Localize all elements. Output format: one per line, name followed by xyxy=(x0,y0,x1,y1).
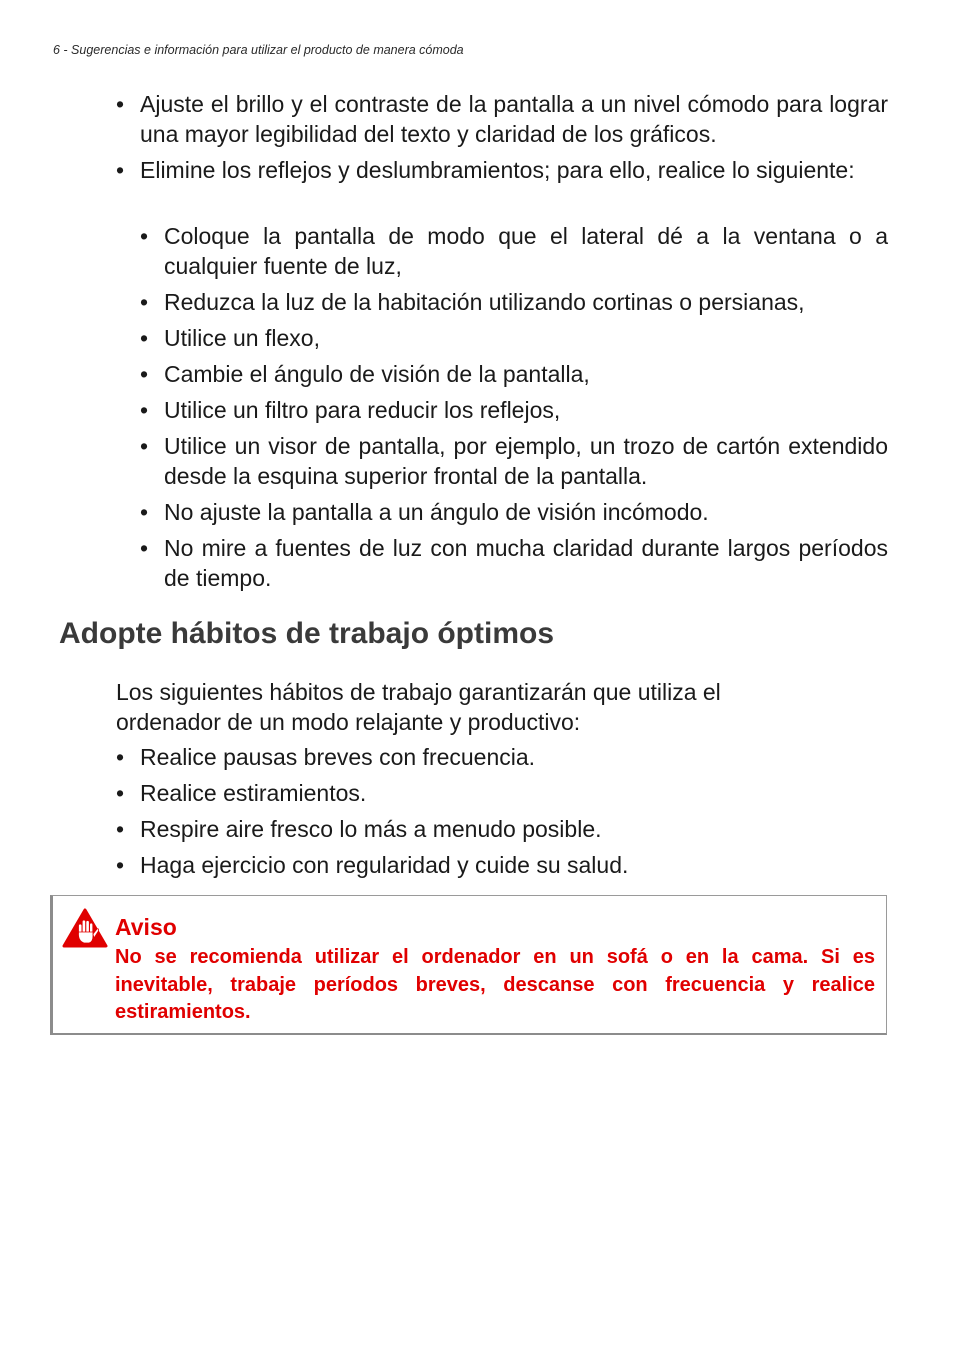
list-item-text: Realice pausas breves con frecuencia. xyxy=(140,744,536,770)
list-item-text: Realice estiramientos. xyxy=(140,780,367,806)
list-item xyxy=(140,287,888,317)
list-item xyxy=(116,778,888,808)
list-item-text: Elimine los reflejos y deslumbramientos; para ello, realice lo siguiente: xyxy=(140,157,855,183)
list-item xyxy=(140,359,888,389)
list-item-text: Utilice un flexo, xyxy=(164,325,320,351)
bullet-glyph: • xyxy=(116,852,125,878)
list-item xyxy=(116,742,888,772)
bullet-glyph: • xyxy=(140,397,149,423)
list-item-text: No mire a fuentes de luz con mucha claridad durante largos períodos de tiempo. xyxy=(164,535,888,591)
list-item xyxy=(140,497,888,527)
list-item xyxy=(140,221,888,281)
bullet-glyph: • xyxy=(140,433,149,459)
bullet-glyph: • xyxy=(116,816,125,842)
bullet-glyph: • xyxy=(116,157,125,183)
bullet-glyph: • xyxy=(116,744,125,770)
bullet-glyph: • xyxy=(140,499,149,525)
list-item xyxy=(116,850,888,880)
bullet-glyph: • xyxy=(140,223,149,249)
list-item-text: Haga ejercicio con regularidad y cuide su salud. xyxy=(140,852,629,878)
list-item-text: Reduzca la luz de la habitación utilizando cortinas o persianas, xyxy=(164,289,805,315)
top-bullet-list xyxy=(116,89,888,191)
list-item xyxy=(140,431,888,491)
running-header: 6 - Sugerencias e información para utilizar el producto de manera cómoda xyxy=(53,43,464,57)
list-item xyxy=(116,89,888,149)
habits-bullet-list xyxy=(116,742,888,886)
warning-text: No se recomienda utilizar el ordenador en un sofá o en la cama. Si es inevitable, trabaje períodos breves, descanse con frecuencia y realice estiramientos. xyxy=(115,946,875,1023)
list-item-text: Respire aire fresco lo más a menudo posible. xyxy=(140,816,602,842)
list-item-text: Cambie el ángulo de visión de la pantalla, xyxy=(164,361,590,387)
warning-title: Aviso xyxy=(115,914,177,940)
bullet-glyph: • xyxy=(140,535,149,561)
warning-hand-icon xyxy=(62,908,108,948)
list-item-text: No ajuste la pantalla a un ángulo de visión incómodo. xyxy=(164,499,709,525)
list-item xyxy=(140,395,888,425)
list-item xyxy=(140,323,888,353)
bullet-glyph: • xyxy=(116,91,125,117)
bullet-glyph: • xyxy=(140,361,149,387)
bullet-glyph: • xyxy=(140,325,149,351)
sub-bullet-list xyxy=(140,221,888,599)
list-item-text: Coloque la pantalla de modo que el lateral dé a la ventana o a cualquier fuente de luz, xyxy=(164,223,888,279)
list-item-text: Utilice un filtro para reducir los reflejos, xyxy=(164,397,561,423)
warning-box xyxy=(50,895,887,1035)
bullet-glyph: • xyxy=(116,780,125,806)
list-item-text: Utilice un visor de pantalla, por ejemplo, un trozo de cartón extendido desde la esquina superior frontal de la pantalla. xyxy=(164,433,888,489)
list-item xyxy=(116,814,888,844)
section-heading: Adopte hábitos de trabajo óptimos xyxy=(59,617,555,650)
section-intro: Los siguientes hábitos de trabajo garantizarán que utiliza el ordenador de un modo relajante y productivo: xyxy=(116,679,721,735)
list-item xyxy=(140,533,888,593)
bullet-glyph: • xyxy=(140,289,149,315)
list-item-text: Ajuste el brillo y el contraste de la pantalla a un nivel cómodo para lograr una mayor legibilidad del texto y claridad de los gráficos. xyxy=(140,91,888,147)
list-item xyxy=(116,155,888,185)
